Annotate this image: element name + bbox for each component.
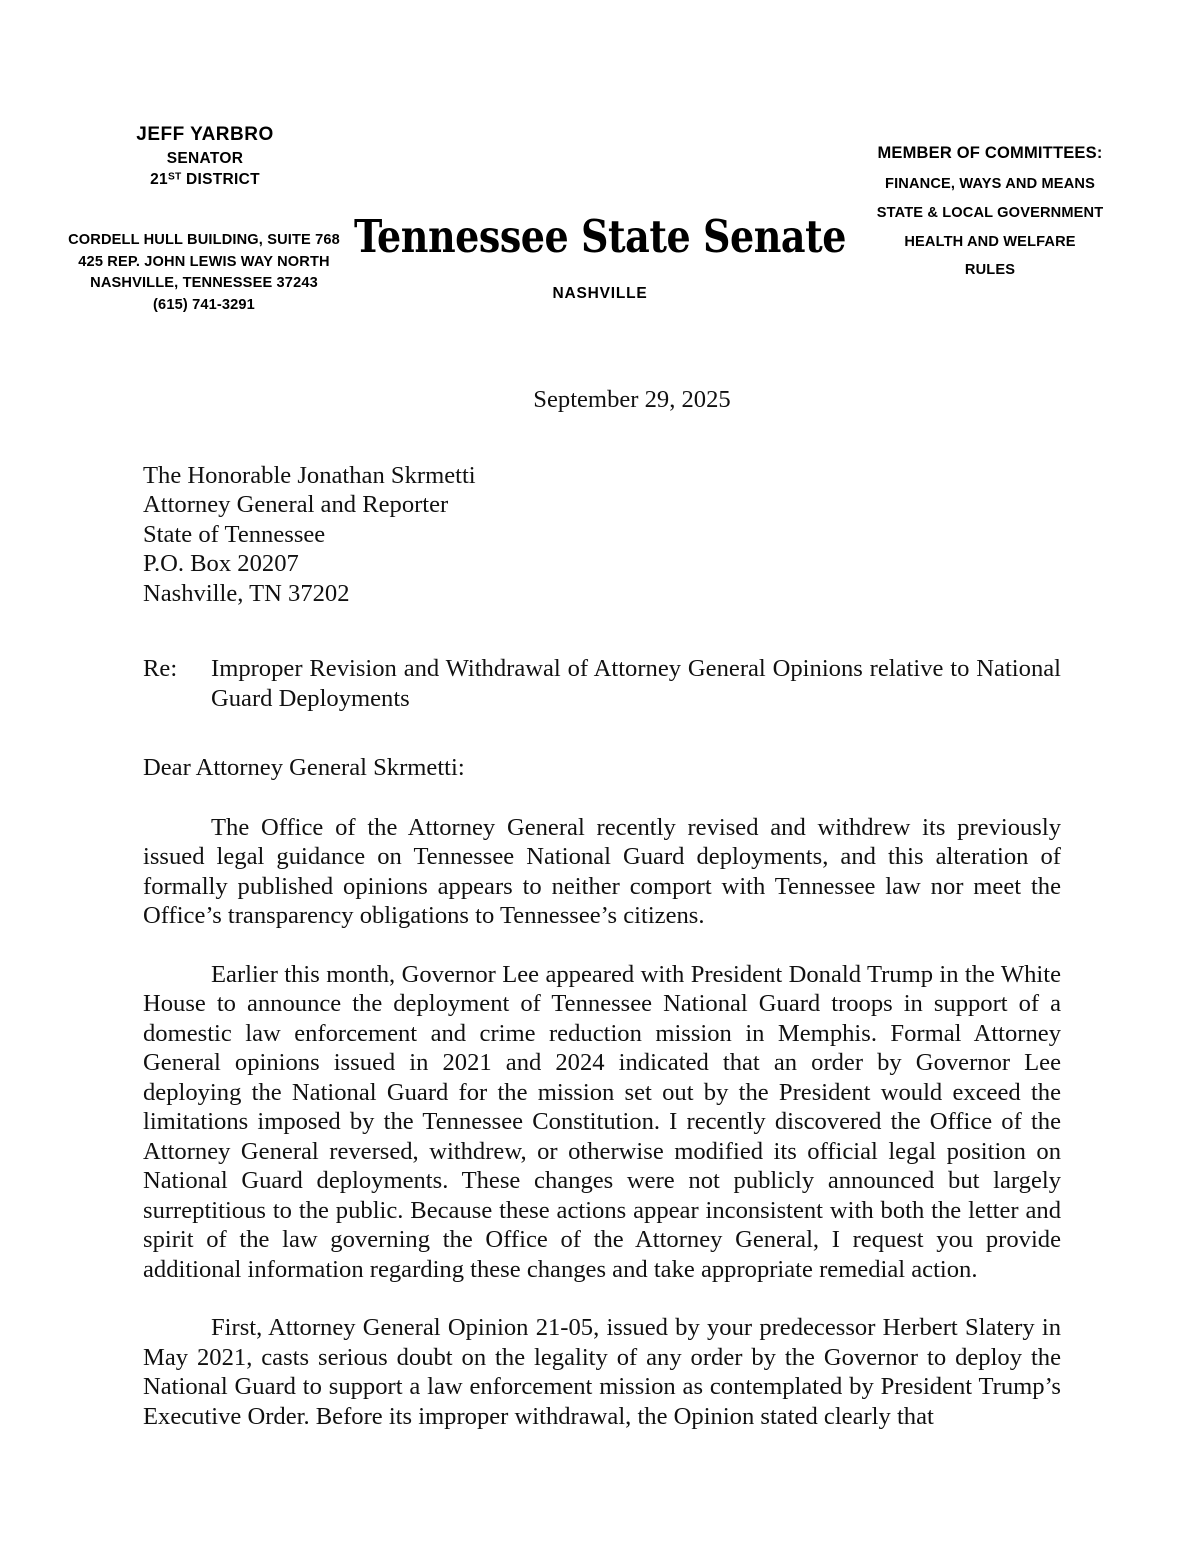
recipient-line: Nashville, TN 37202 — [143, 579, 350, 607]
body-paragraph: First, Attorney General Opinion 21-05, issued by your predecessor Herbert Slatery in May 2021, casts serious doubt on the legality of any order by the Governor to deploy the National Guard to support a law enforcement mission as contemplated by President Trump’s Executive Order. Before its improper withdrawal, the Opinion stated clearly that — [143, 1314, 1061, 1430]
senator-district — [30, 170, 380, 191]
address-line: 425 REP. JOHN LEWIS WAY NORTH — [78, 253, 330, 270]
committee-item: RULES — [964, 262, 1016, 279]
subject-text: Improper Revision and Withdrawal of Attorney General Opinions relative to National Guard Deployments — [211, 655, 1061, 712]
recipient-line: State of Tennessee — [143, 520, 326, 548]
senator-title: SENATOR — [166, 150, 244, 168]
district-number: 21 — [150, 171, 168, 189]
letterhead — [0, 0, 1200, 340]
body-paragraph: Earlier this month, Governor Lee appeared with President Donald Trump in the White House to announce the deployment of Tennessee National Guard troops in support of a domestic law enforcement and crime reduction mission in Memphis. Formal Attorney General opinions issued in 2021 and 2024 indicated that an order by Governor Lee deploying the National Guard for the mission set out by the President would exceed the limitations imposed by the Tennessee Constitution. I recently discovered the Office of the Attorney General reversed, withdrew, or otherwise modified its official legal position on National Guard deployments. These changes were not publicly announced but largely surreptitious to the public. Because these actions appear inconsistent with both the letter and spirit of the law governing the Office of the Attorney General, I request you provide additional information regarding these changes and take appropriate remedial action. — [143, 960, 1061, 1283]
recipient-line: P.O. Box 20207 — [143, 550, 299, 577]
committees-heading: MEMBER OF COMMITTEES: — [877, 144, 1103, 162]
committee-item: FINANCE, WAYS AND MEANS — [885, 176, 1095, 193]
body-paragraph: The Office of the Attorney General recently revised and withdrew its previously issued legal guidance on Tennessee National Guard deployments, and this alteration of formally published opinions appears to neither comport with Tennessee law nor meet the Office’s transparency obligations to Tennessee’s citizens. — [143, 813, 1061, 929]
phone-number: (615) 741-3291 — [153, 296, 255, 313]
recipient-line: The Honorable Jonathan Skrmetti — [143, 461, 476, 489]
address-line: NASHVILLE, TENNESSEE 37243 — [90, 275, 318, 292]
letterhead-committees-block — [810, 143, 1170, 278]
letter-date: September 29, 2025 — [533, 386, 731, 413]
district-word: DISTRICT — [186, 171, 260, 189]
recipient-address-block — [143, 461, 1061, 609]
senator-name: JEFF YARBRO — [136, 124, 274, 145]
committee-item: HEALTH AND WELFARE — [904, 233, 1076, 250]
subject-line — [143, 654, 1061, 713]
masthead-title: Tennessee State Senate — [354, 210, 846, 263]
committee-item: STATE & LOCAL GOVERNMENT — [876, 205, 1104, 222]
letterhead-senator-block — [30, 124, 380, 191]
address-line: CORDELL HULL BUILDING, SUITE 768 — [68, 232, 340, 248]
district-ordinal-suffix: ST — [167, 171, 182, 183]
letter-content — [143, 385, 1061, 1431]
salutation: Dear Attorney General Skrmetti: — [143, 754, 465, 781]
subject-label: Re: — [143, 655, 178, 682]
masthead-subtitle: NASHVILLE — [552, 285, 648, 302]
recipient-line: Attorney General and Reporter — [143, 491, 449, 518]
